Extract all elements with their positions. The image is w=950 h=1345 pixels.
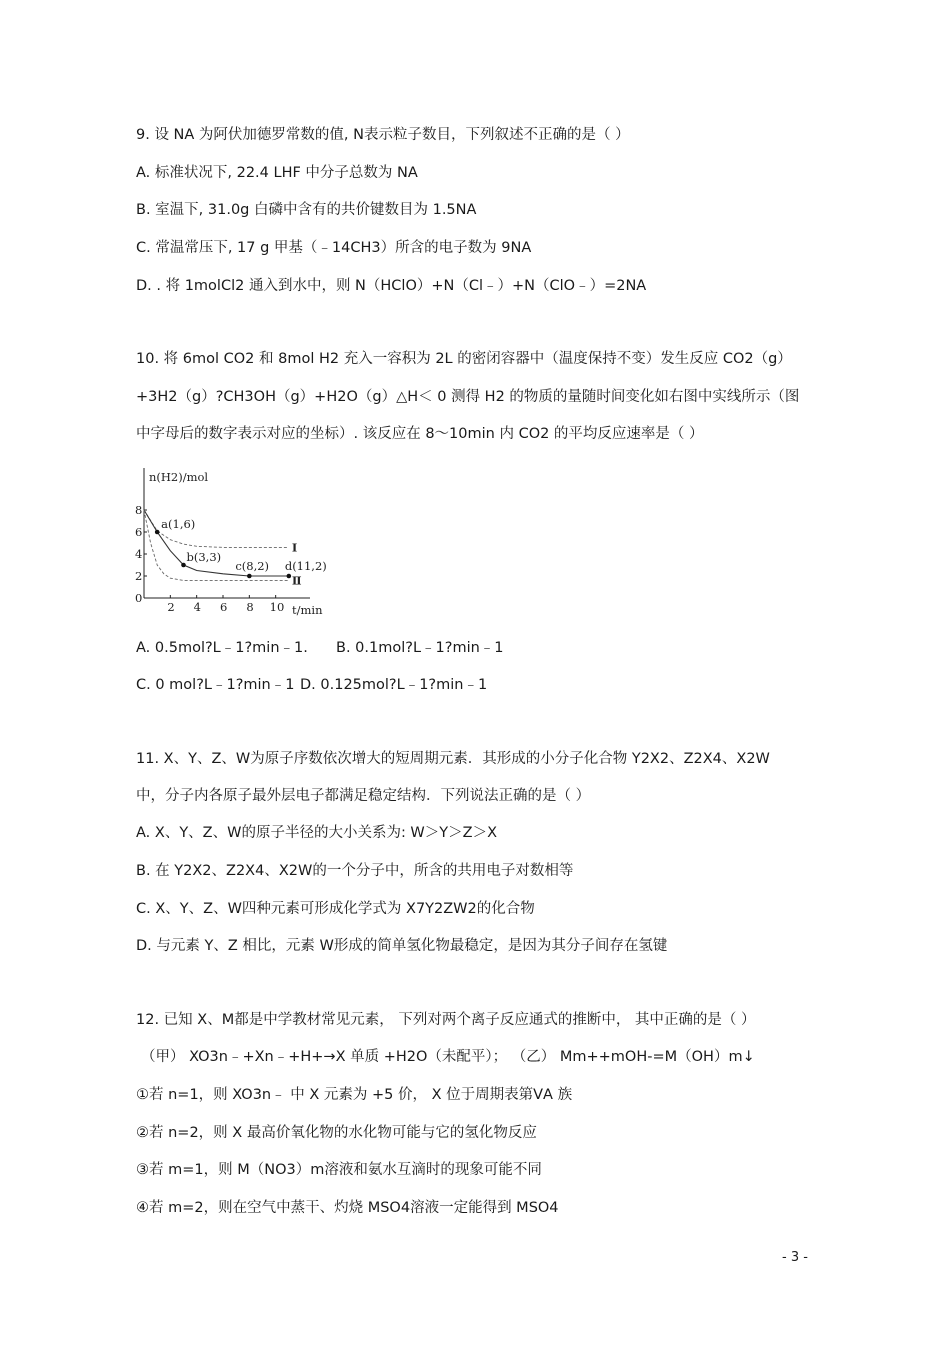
q10-stem-3: 中字母后的数字表示对应的坐标）. 该反应在 8～10min 内 CO2 的平均反应速率是（ ） — [136, 426, 704, 442]
data-point-label-1: a(1,6) — [161, 517, 196, 531]
q11-option-c: C. X、Y、Z、W四种元素可形成化学式为 X7Y2ZW2的化合物 — [136, 901, 535, 917]
x-tick-label: 8 — [246, 600, 254, 614]
x-tick-label: 10 — [269, 600, 285, 614]
h2-amount-chart — [132, 462, 327, 620]
y-tick-label: 8 — [135, 503, 143, 517]
x-tick-label: 2 — [167, 600, 175, 614]
page-number: - 3 - — [782, 1250, 808, 1265]
q11-option-a: A. X、Y、Z、W的原子半径的大小关系为: W＞Y＞Z＞X — [136, 825, 497, 841]
q11-option-b: B. 在 Y2X2、Z2X4、X2W的一个分子中，所含的共用电子对数相等 — [136, 863, 574, 879]
y-axis-label: n(H2)/mol — [149, 470, 209, 484]
data-point-3 — [247, 574, 252, 579]
data-point-2 — [181, 563, 186, 568]
q9-option-a: A. 标准状况下, 22.4 LHF 中分子总数为 NA — [136, 165, 418, 181]
series-label-3: Ⅱ — [291, 573, 302, 588]
q12-item-1: ①若 n=1，则 XO3n﹣ 中 X 元素为 +5 价， X 位于周期表第ⅤA 族 — [136, 1087, 573, 1103]
y-tick-label: 2 — [135, 569, 143, 583]
data-point-label-3: c(8,2) — [235, 559, 270, 573]
data-point-4 — [287, 574, 292, 579]
q12-item-2: ②若 n=2，则 X 最高价氧化物的水化物可能与它的氢化物反应 — [136, 1125, 537, 1141]
x-axis-label: t/min — [292, 603, 323, 617]
q12-item-4: ④若 m=2，则在空气中蒸干、灼烧 MSO4溶液一定能得到 MSO4 — [136, 1200, 559, 1216]
q9-option-d: D. . 将 1molCl2 通入到水中，则 N（HClO）+N（Cl﹣）+N（ClO﹣）=2NA — [136, 278, 647, 294]
data-point-label-2: b(3,3) — [186, 550, 222, 564]
y-tick-label: 0 — [135, 591, 143, 605]
q9-option-b: B. 室温下, 31.0g 白磷中含有的共价键数目为 1.5NA — [136, 202, 477, 218]
q9-option-c: C. 常温常压下, 17 g 甲基（﹣14CH3）所含的电子数为 9NA — [136, 240, 532, 256]
x-tick-label: 4 — [193, 600, 201, 614]
q10-stem-2: +3H2（g）?CH3OH（g）+H2O（g）△H＜ 0 测得 H2 的物质的量随时间变化如右图中实线所示（图 — [136, 389, 800, 405]
q12-stem-2: （甲） XO3n﹣+Xn﹣+H+→X 单质 +H2O（未配平）； （乙） Mm++mOH-=M（OH）m↓ — [141, 1049, 755, 1065]
q10-option-d: D. 0.125mol?L﹣1?min﹣1 — [300, 677, 488, 693]
data-point-1 — [155, 530, 160, 535]
q10-stem-1: 10. 将 6mol CO2 和 8mol H2 充入一容积为 2L 的密闭容器中（温度保持不变）发生反应 CO2（g） — [136, 351, 792, 367]
q11-stem-1: 11. X、Y、Z、W为原子序数依次增大的短周期元素．其形成的小分子化合物 Y2X2、Z2X4、X2W — [136, 751, 770, 767]
q10-option-b: B. 0.1mol?L﹣1?min﹣1 — [336, 640, 504, 656]
data-point-label-4: d(11,2) — [284, 559, 327, 573]
q12-stem-1: 12. 已知 X、M都是中学教材常见元素， 下列对两个离子反应通式的推断中， 其中正确的是（ ） — [136, 1012, 756, 1028]
x-tick-label: 6 — [220, 600, 228, 614]
q9-stem: 9. 设 NA 为阿伏加德罗常数的值, N表示粒子数目，下列叙述不正确的是（ ） — [136, 127, 630, 143]
q12-item-3: ③若 m=1，则 M（NO3）m溶液和氨水互滴时的现象可能不同 — [136, 1162, 542, 1178]
q11-stem-2: 中，分子内各原子最外层电子都满足稳定结构．下列说法正确的是（ ） — [136, 788, 591, 804]
series-label-1: Ⅰ — [291, 540, 298, 555]
y-tick-label: 6 — [135, 525, 143, 539]
q11-option-d: D. 与元素 Y、Z 相比，元素 W形成的简单氢化物最稳定，是因为其分子间存在氢键 — [136, 938, 668, 954]
q10-option-a: A. 0.5mol?L﹣1?min﹣1. — [136, 640, 308, 656]
y-tick-label: 4 — [135, 547, 143, 561]
q10-option-c: C. 0 mol?L﹣1?min﹣1 — [136, 677, 295, 693]
